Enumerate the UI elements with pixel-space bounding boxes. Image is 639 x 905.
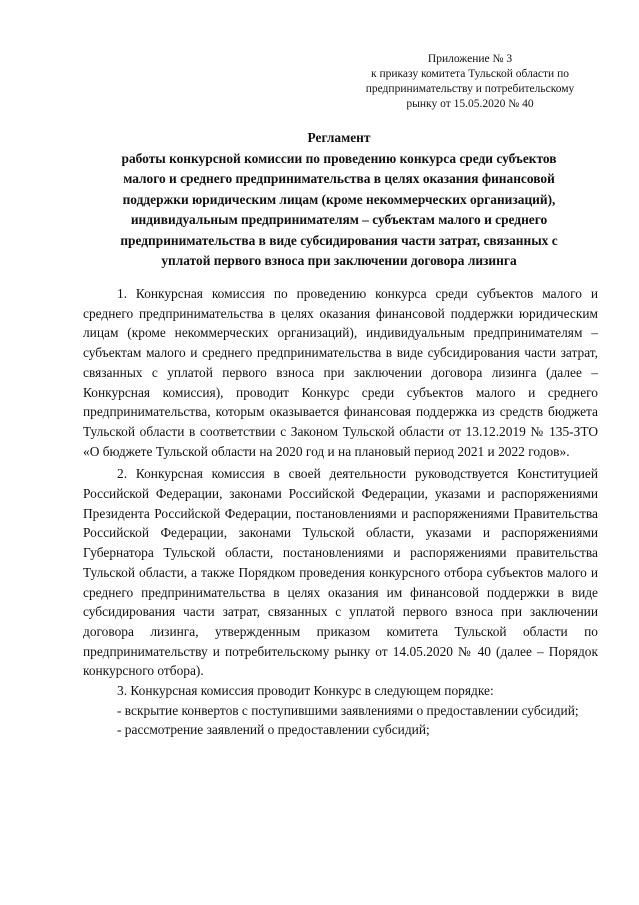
appendix-note [345, 52, 595, 112]
document-body [83, 284, 598, 740]
title-line: предпринимательства в виде субсидирования части затрат, связанных с [120, 232, 558, 248]
document-title [74, 128, 604, 272]
title-line: индивидуальным предпринимателям – субъектам малого и среднего [130, 212, 548, 227]
paragraph-1: 1. Конкурсная комиссия по проведению конкурса среди субъектов малого и среднего предпринимательства в целях оказания финансовой поддержки юридическим лицам (кроме некоммерческих организаций), индивидуальным предпринимателям – субъектам малого и среднего предпринимательства в виде субсидирования части затрат, связанных с уплатой первого взноса при заключении договора лизинга (далее – Конкурсная комиссия), проводит Конкурс среди субъектов малого и среднего предпринимательства, которым оказывается финансовая поддержка из средств бюджета Тульской области в соответствии с Законом Тульской области от 13.12.2019 № 135-ЗТО «О бюджете Тульской области на 2020 год и на плановый период 2021 и 2022 годов». [83, 286, 598, 459]
title-heading: Регламент [307, 130, 371, 145]
appendix-line: предпринимательству и потребительскому [365, 83, 575, 95]
list-item-review-applications: - рассмотрение заявлений о предоставлении субсидий; [117, 722, 430, 738]
list-item-opening-envelopes: - вскрытие конвертов с поступившими заявлениями о предоставлении субсидий; [117, 702, 579, 718]
title-line: работы конкурсной комиссии по проведению конкурса среди субъектов [121, 150, 557, 166]
title-line: малого и среднего предпринимательства в целях оказания финансовой [123, 171, 555, 186]
appendix-line: рынку от 15.05.2020 № 40 [406, 98, 534, 110]
title-line: поддержки юридическим лицам (кроме некоммерческих организаций), [122, 191, 556, 207]
appendix-line: к приказу комитета Тульской области по [371, 68, 569, 80]
paragraph-2: 2. Конкурсная комиссия в своей деятельности руководствуется Конституцией Российской Федерации, законами Российской Федерации, указами и распоряжениями Президента Российской Федерации, постановлениями и распоряжениями Правительства Российской Федерации, законами Тульской области, указами и распоряжениями Губернатора Тульской области, постановлениями и распоряжениями правительства Тульской области, а также Порядком проведения конкурсного отбора субъектов малого и среднего предпринимательства в целях оказания им финансовой поддержки в виде субсидирования части затрат, связанных с уплатой первого взноса при заключении договора лизинга, утвержденным приказом комитета Тульской области по предпринимательству и потребительскому рынку от 14.05.2020 № 40 (далее – Порядок конкурсного отбора). [83, 466, 598, 679]
appendix-line: Приложение № 3 [427, 53, 513, 65]
paragraph-3: 3. Конкурсная комиссия проводит Конкурс в следующем порядке: [117, 683, 494, 699]
title-line: уплатой первого взноса при заключении договора лизинга [161, 253, 517, 268]
